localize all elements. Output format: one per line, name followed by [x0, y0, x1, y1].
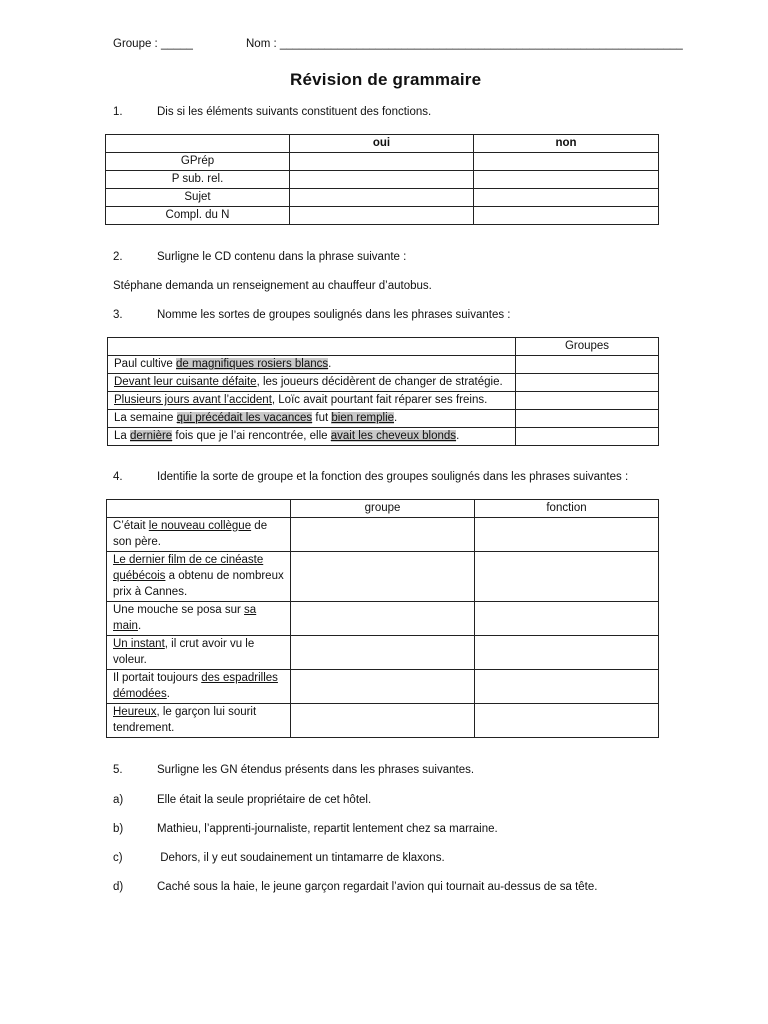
q5-number: 5.: [113, 764, 123, 776]
row-label: Compl. du N: [106, 207, 290, 225]
underlined-group: dernière: [130, 430, 173, 442]
table-row: [108, 428, 659, 446]
sentence-cell: [108, 410, 516, 428]
q3-number: 3.: [113, 309, 123, 321]
underlined-group: qui précédait les vacances: [176, 412, 313, 424]
sentence-cell: [107, 670, 291, 704]
underlined-group: de magnifiques rosiers blancs: [176, 358, 329, 370]
q5-instruction: Surligne les GN étendus présents dans les phrases suivantes.: [157, 764, 475, 776]
table-row: [107, 636, 659, 670]
q2-instruction: Surligne le CD contenu dans la phrase suivante :: [157, 251, 407, 263]
answer-cell[interactable]: [516, 356, 659, 374]
q3-table: [107, 337, 659, 446]
table-row: [107, 518, 659, 552]
table-row: [108, 338, 659, 356]
answer-cell[interactable]: [290, 189, 474, 207]
answer-cell[interactable]: [475, 636, 659, 670]
q5-sentence: Elle était la seule propriétaire de cet hôtel.: [157, 794, 372, 806]
answer-cell[interactable]: [291, 552, 475, 602]
page-title: Révision de grammaire: [290, 70, 482, 89]
answer-cell[interactable]: [474, 207, 659, 225]
sentence-text: fois que je l’ai rencontrée, elle: [172, 430, 331, 442]
sentence-text: de son père.: [113, 520, 268, 548]
underlined-group: des espadrilles démodées: [113, 672, 278, 700]
table-row: [107, 670, 659, 704]
q5-sentence: Dehors, il y eut soudainement un tintamarre de klaxons.: [157, 852, 445, 864]
table-row: [106, 153, 659, 171]
sentence-cell: [107, 552, 291, 602]
answer-cell[interactable]: [516, 392, 659, 410]
sentence-text: , Loïc avait pourtant fait réparer ses freins.: [271, 394, 488, 406]
sentence-cell: [107, 518, 291, 552]
q5-sentence: Caché sous la haie, le jeune garçon regardait l’avion qui tournait au-dessus de sa tête.: [157, 881, 598, 893]
underlined-group: Heureux: [113, 706, 157, 718]
sentence-text: .: [137, 620, 142, 632]
q1-table: [105, 134, 659, 225]
table-row: [107, 704, 659, 738]
table-row: [107, 500, 659, 518]
table-row: [108, 356, 659, 374]
underlined-group: le nouveau collègue: [148, 520, 252, 532]
sentence-text: , le garçon lui sourit tendrement.: [113, 706, 257, 734]
sentence-cell: [108, 356, 516, 374]
sentence-cell: [107, 602, 291, 636]
answer-cell[interactable]: [291, 636, 475, 670]
table-cell: [106, 135, 290, 153]
sentence-text: .: [328, 358, 332, 370]
answer-cell[interactable]: [474, 171, 659, 189]
underlined-group: Plusieurs jours avant l’accident: [114, 394, 272, 406]
answer-cell[interactable]: [475, 518, 659, 552]
table-row: [107, 602, 659, 636]
sentence-text: Une mouche se posa sur: [113, 604, 245, 616]
item-label: d): [113, 881, 124, 893]
answer-cell[interactable]: [291, 670, 475, 704]
table-row: [108, 410, 659, 428]
answer-cell[interactable]: [475, 602, 659, 636]
item-label: a): [113, 794, 124, 806]
table-row: [108, 374, 659, 392]
sentence-text: .: [456, 430, 460, 442]
answer-cell[interactable]: [291, 602, 475, 636]
q1-instruction: Dis si les éléments suivants constituent des fonctions.: [157, 106, 432, 118]
answer-cell[interactable]: [290, 171, 474, 189]
answer-cell[interactable]: [291, 704, 475, 738]
sentence-text: .: [394, 412, 398, 424]
name-field: Nom : _______________________________________________________________: [246, 38, 683, 50]
underlined-group: bien remplie: [331, 412, 395, 424]
q1-number: 1.: [113, 106, 123, 118]
answer-cell[interactable]: [290, 207, 474, 225]
sentence-text: .: [166, 688, 170, 700]
table-row: [106, 135, 659, 153]
sentence-text: Paul cultive: [114, 358, 177, 370]
sentence-text: C’était: [113, 520, 149, 532]
q2-number: 2.: [113, 251, 123, 263]
table-row: [107, 552, 659, 602]
q4-number: 4.: [113, 471, 123, 483]
row-label: Sujet: [106, 189, 290, 207]
table-cell: [107, 500, 291, 518]
sentence-cell: [107, 636, 291, 670]
column-header-non: non: [474, 135, 659, 153]
answer-cell[interactable]: [474, 153, 659, 171]
underlined-group: sa main: [113, 604, 257, 632]
q2-sentence: Stéphane demanda un renseignement au chauffeur d’autobus.: [113, 280, 432, 292]
sentence-cell: [108, 428, 516, 446]
sentence-text: , il crut avoir vu le voleur.: [113, 638, 255, 666]
table-row: [108, 392, 659, 410]
column-header-oui: oui: [290, 135, 474, 153]
column-header-groupes: Groupes: [516, 338, 659, 356]
item-label: c): [113, 852, 123, 864]
group-field: Groupe : _____: [113, 38, 193, 50]
answer-cell[interactable]: [475, 670, 659, 704]
column-header-groupe: groupe: [291, 500, 475, 518]
answer-cell[interactable]: [475, 704, 659, 738]
underlined-group: Un instant: [113, 638, 165, 650]
row-label: P sub. rel.: [106, 171, 290, 189]
table-row: [106, 189, 659, 207]
sentence-cell: [107, 704, 291, 738]
underlined-group: avait les cheveux blonds: [330, 430, 457, 442]
q5-sentence: Mathieu, l’apprenti-journaliste, repartit lentement chez sa marraine.: [157, 823, 498, 835]
table-row: [106, 171, 659, 189]
answer-cell[interactable]: [516, 374, 659, 392]
answer-cell[interactable]: [290, 153, 474, 171]
row-label: GPrép: [106, 153, 290, 171]
sentence-cell: [108, 392, 516, 410]
sentence-text: La semaine: [114, 412, 177, 424]
sentence-text: Il portait toujours: [113, 672, 202, 684]
underlined-group: Devant leur cuisante défaite: [114, 376, 257, 388]
answer-cell[interactable]: [291, 518, 475, 552]
sentence-text: La: [114, 430, 130, 442]
q4-instruction: Identifie la sorte de groupe et la fonction des groupes soulignés dans les phrases suivantes :: [157, 471, 629, 483]
item-label: b): [113, 823, 124, 835]
sentence-text: , les joueurs décidèrent de changer de stratégie.: [256, 376, 503, 388]
sentence-text: a obtenu de nombreux prix à Cannes.: [113, 570, 284, 598]
sentence-cell: [108, 374, 516, 392]
q4-table: [106, 499, 659, 738]
answer-cell[interactable]: [516, 410, 659, 428]
q3-instruction: Nomme les sortes de groupes soulignés dans les phrases suivantes :: [157, 309, 511, 321]
table-row: [106, 207, 659, 225]
answer-cell[interactable]: [516, 428, 659, 446]
answer-cell[interactable]: [474, 189, 659, 207]
table-cell: [108, 338, 516, 356]
answer-cell[interactable]: [475, 552, 659, 602]
sentence-text: fut: [312, 412, 332, 424]
underlined-group: Le dernier film de ce cinéaste québécois: [113, 554, 264, 582]
column-header-fonction: fonction: [475, 500, 659, 518]
